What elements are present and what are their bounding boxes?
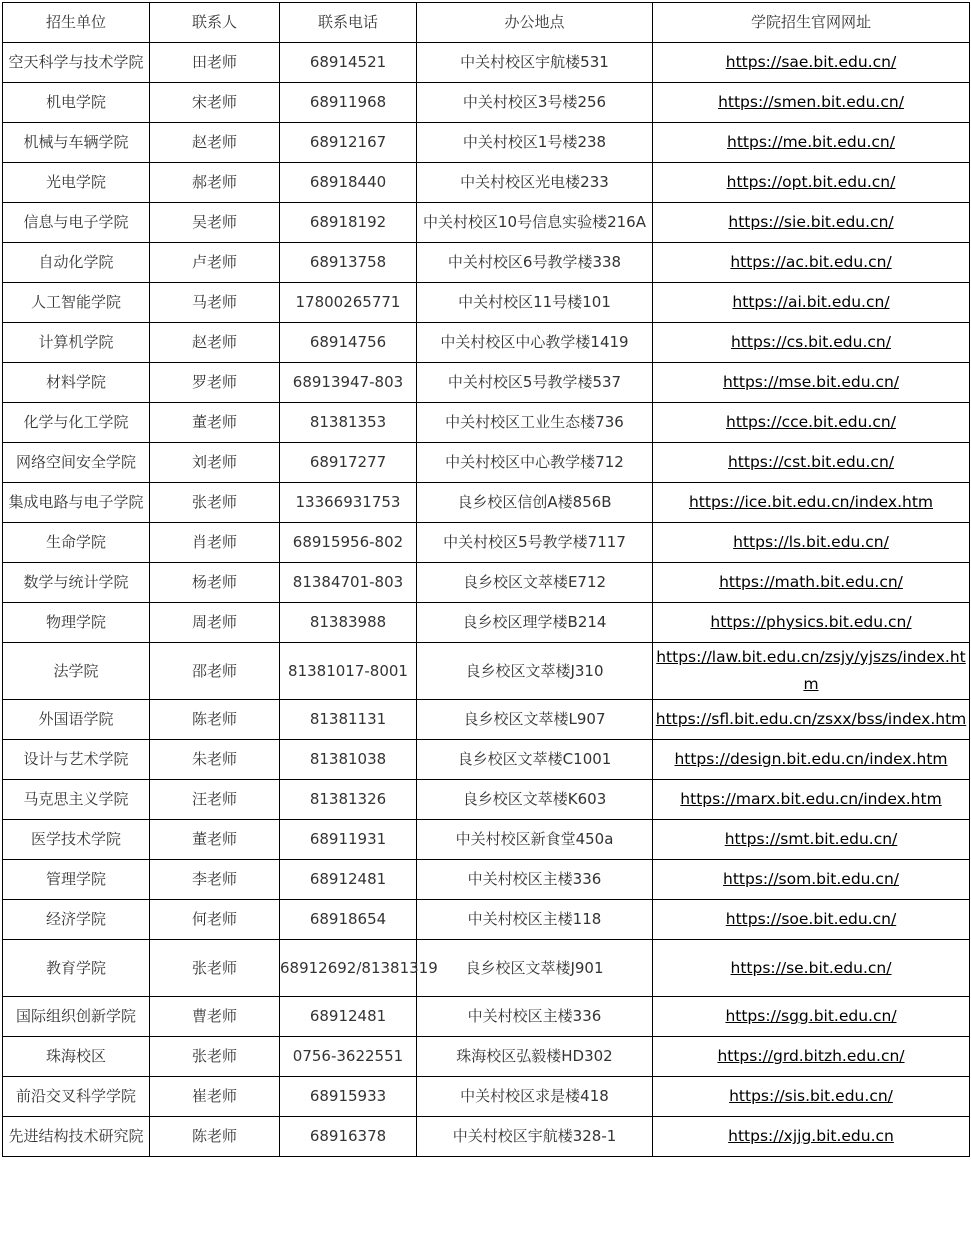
- cell-unit: 医学技术学院: [3, 820, 150, 860]
- header-unit: 招生单位: [3, 3, 150, 43]
- website-link[interactable]: https://sfl.bit.edu.cn/zsxx/bss/index.htm: [655, 710, 967, 728]
- cell-office: 中关村校区5号教学楼537: [417, 363, 653, 403]
- website-link[interactable]: https://cs.bit.edu.cn/: [731, 333, 891, 351]
- cell-website: [653, 1077, 970, 1117]
- cell-unit: 珠海校区: [3, 1037, 150, 1077]
- cell-contact: 张老师: [150, 940, 280, 997]
- cell-unit: 生命学院: [3, 523, 150, 563]
- cell-office: 中关村校区10号信息实验楼216A: [417, 203, 653, 243]
- table-row: [3, 523, 970, 563]
- header-website: 学院招生官网网址: [653, 3, 970, 43]
- cell-website: [653, 900, 970, 940]
- table-row: [3, 243, 970, 283]
- cell-unit: 人工智能学院: [3, 283, 150, 323]
- table-row: [3, 403, 970, 443]
- website-link[interactable]: https://opt.bit.edu.cn/: [726, 173, 896, 191]
- table-row: [3, 1077, 970, 1117]
- table-row: [3, 603, 970, 643]
- website-link[interactable]: https://se.bit.edu.cn/: [730, 958, 892, 977]
- website-link[interactable]: https://marx.bit.edu.cn/index.htm: [680, 790, 942, 808]
- table-row: [3, 283, 970, 323]
- cell-phone: 68912481: [280, 997, 417, 1037]
- cell-phone: 68914756: [280, 323, 417, 363]
- header-phone: 联系电话: [280, 3, 417, 43]
- table-row: [3, 643, 970, 700]
- cell-contact: 曹老师: [150, 997, 280, 1037]
- cell-contact: 罗老师: [150, 363, 280, 403]
- table-row: [3, 860, 970, 900]
- cell-phone: 17800265771: [280, 283, 417, 323]
- header-contact: 联系人: [150, 3, 280, 43]
- website-link[interactable]: https://grd.bitzh.edu.cn/: [717, 1047, 905, 1065]
- cell-office: 良乡校区文萃楼K603: [417, 780, 653, 820]
- cell-office: 中关村校区3号楼256: [417, 83, 653, 123]
- cell-phone: 68918192: [280, 203, 417, 243]
- cell-unit: 网络空间安全学院: [3, 443, 150, 483]
- cell-unit: 设计与艺术学院: [3, 740, 150, 780]
- cell-unit: 外国语学院: [3, 700, 150, 740]
- cell-phone: 81381131: [280, 700, 417, 740]
- cell-unit: 机电学院: [3, 83, 150, 123]
- cell-phone: 68912692/81381319: [280, 940, 417, 997]
- cell-phone: 81383988: [280, 603, 417, 643]
- cell-contact: 卢老师: [150, 243, 280, 283]
- table-row: [3, 940, 970, 997]
- cell-phone: 68911931: [280, 820, 417, 860]
- website-link[interactable]: https://ls.bit.edu.cn/: [733, 533, 889, 551]
- cell-office: 中关村校区5号教学楼7117: [417, 523, 653, 563]
- cell-unit: 计算机学院: [3, 323, 150, 363]
- cell-contact: 张老师: [150, 1037, 280, 1077]
- cell-office: 中关村校区新食堂450a: [417, 820, 653, 860]
- cell-website: [653, 523, 970, 563]
- cell-website: [653, 163, 970, 203]
- table-row: [3, 443, 970, 483]
- cell-office: 良乡校区理学楼B214: [417, 603, 653, 643]
- cell-unit: 自动化学院: [3, 243, 150, 283]
- cell-website: [653, 403, 970, 443]
- cell-office: 良乡校区文萃楼J310: [417, 643, 653, 700]
- website-link[interactable]: https://ai.bit.edu.cn/: [732, 293, 890, 311]
- cell-phone: 68917277: [280, 443, 417, 483]
- cell-unit: 数学与统计学院: [3, 563, 150, 603]
- cell-contact: 朱老师: [150, 740, 280, 780]
- cell-website: [653, 1037, 970, 1077]
- website-link[interactable]: https://cce.bit.edu.cn/: [726, 413, 896, 431]
- cell-unit: 空天科学与技术学院: [3, 43, 150, 83]
- cell-office: 中关村校区11号楼101: [417, 283, 653, 323]
- website-link[interactable]: https://math.bit.edu.cn/: [719, 573, 903, 591]
- table-row: [3, 203, 970, 243]
- table-row: [3, 1037, 970, 1077]
- cell-phone: 68918440: [280, 163, 417, 203]
- cell-phone: 68916378: [280, 1117, 417, 1157]
- cell-office: 良乡校区信创A楼856B: [417, 483, 653, 523]
- website-link[interactable]: https://smen.bit.edu.cn/: [718, 93, 904, 111]
- cell-office: 良乡校区文萃楼J901: [417, 940, 653, 997]
- cell-office: 良乡校区文萃楼E712: [417, 563, 653, 603]
- cell-phone: 68913947-803: [280, 363, 417, 403]
- cell-contact: 宋老师: [150, 83, 280, 123]
- table-row: [3, 997, 970, 1037]
- cell-contact: 邵老师: [150, 643, 280, 700]
- cell-unit: 教育学院: [3, 940, 150, 997]
- cell-website: [653, 780, 970, 820]
- website-link[interactable]: https://sie.bit.edu.cn/: [728, 213, 894, 231]
- website-link[interactable]: https://soe.bit.edu.cn/: [725, 910, 897, 928]
- cell-unit: 经济学院: [3, 900, 150, 940]
- cell-phone: 81381038: [280, 740, 417, 780]
- cell-phone: 68911968: [280, 83, 417, 123]
- cell-website: [653, 603, 970, 643]
- cell-phone: 68912481: [280, 860, 417, 900]
- cell-office: 中关村校区宇航楼531: [417, 43, 653, 83]
- website-link[interactable]: https://xjjg.bit.edu.cn: [728, 1127, 894, 1145]
- cell-office: 良乡校区文萃楼L907: [417, 700, 653, 740]
- cell-contact: 郝老师: [150, 163, 280, 203]
- cell-unit: 国际组织创新学院: [3, 997, 150, 1037]
- cell-office: 良乡校区文萃楼C1001: [417, 740, 653, 780]
- cell-office: 中关村校区主楼336: [417, 860, 653, 900]
- cell-contact: 董老师: [150, 820, 280, 860]
- cell-contact: 赵老师: [150, 323, 280, 363]
- cell-unit: 信息与电子学院: [3, 203, 150, 243]
- cell-phone: 81381353: [280, 403, 417, 443]
- table-row: [3, 740, 970, 780]
- cell-contact: 董老师: [150, 403, 280, 443]
- website-link[interactable]: https://cst.bit.edu.cn/: [727, 453, 894, 471]
- cell-office: 珠海校区弘毅楼HD302: [417, 1037, 653, 1077]
- website-link[interactable]: https://design.bit.edu.cn/index.htm: [674, 750, 948, 768]
- cell-contact: 何老师: [150, 900, 280, 940]
- cell-website: [653, 997, 970, 1037]
- cell-unit: 法学院: [3, 643, 150, 700]
- cell-contact: 崔老师: [150, 1077, 280, 1117]
- cell-phone: 81381017-8001: [280, 643, 417, 700]
- cell-website: [653, 43, 970, 83]
- cell-unit: 机械与车辆学院: [3, 123, 150, 163]
- cell-office: 中关村校区中心教学楼712: [417, 443, 653, 483]
- table-row: [3, 323, 970, 363]
- cell-contact: 陈老师: [150, 700, 280, 740]
- cell-website: [653, 283, 970, 323]
- cell-website: [653, 1117, 970, 1157]
- cell-phone: 68912167: [280, 123, 417, 163]
- table-row: [3, 163, 970, 203]
- cell-unit: 前沿交叉科学学院: [3, 1077, 150, 1117]
- cell-unit: 管理学院: [3, 860, 150, 900]
- cell-website: [653, 700, 970, 740]
- cell-website: [653, 443, 970, 483]
- cell-contact: 赵老师: [150, 123, 280, 163]
- table-row: [3, 363, 970, 403]
- cell-contact: 马老师: [150, 283, 280, 323]
- cell-website: [653, 563, 970, 603]
- cell-office: 中关村校区主楼336: [417, 997, 653, 1037]
- cell-website: [653, 203, 970, 243]
- table-body: [3, 43, 970, 1157]
- cell-unit: 先进结构技术研究院: [3, 1117, 150, 1157]
- cell-unit: 物理学院: [3, 603, 150, 643]
- cell-office: 中关村校区求是楼418: [417, 1077, 653, 1117]
- cell-phone: 68914521: [280, 43, 417, 83]
- table-header-row: [3, 3, 970, 43]
- cell-phone: 68918654: [280, 900, 417, 940]
- cell-contact: 张老师: [150, 483, 280, 523]
- cell-website: [653, 363, 970, 403]
- cell-contact: 吴老师: [150, 203, 280, 243]
- table-row: [3, 700, 970, 740]
- cell-office: 中关村校区工业生态楼736: [417, 403, 653, 443]
- cell-contact: 田老师: [150, 43, 280, 83]
- cell-phone: 68915956-802: [280, 523, 417, 563]
- cell-website: [653, 940, 970, 997]
- table-row: [3, 83, 970, 123]
- cell-phone: 81384701-803: [280, 563, 417, 603]
- cell-contact: 李老师: [150, 860, 280, 900]
- table-row: [3, 1117, 970, 1157]
- cell-office: 中关村校区光电楼233: [417, 163, 653, 203]
- table-row: [3, 43, 970, 83]
- website-link[interactable]: https://law.bit.edu.cn/zsjy/yjszs/index.htm: [656, 648, 966, 693]
- cell-contact: 刘老师: [150, 443, 280, 483]
- table-row: [3, 820, 970, 860]
- cell-website: [653, 483, 970, 523]
- cell-unit: 化学与化工学院: [3, 403, 150, 443]
- website-link[interactable]: https://me.bit.edu.cn/: [727, 133, 895, 151]
- cell-contact: 陈老师: [150, 1117, 280, 1157]
- cell-website: [653, 740, 970, 780]
- cell-contact: 杨老师: [150, 563, 280, 603]
- cell-phone: 68913758: [280, 243, 417, 283]
- cell-office: 中关村校区6号教学楼338: [417, 243, 653, 283]
- website-link[interactable]: https://ac.bit.edu.cn/: [730, 253, 892, 271]
- website-link[interactable]: https://sae.bit.edu.cn/: [725, 53, 897, 71]
- cell-unit: 光电学院: [3, 163, 150, 203]
- cell-office: 中关村校区宇航楼328-1: [417, 1117, 653, 1157]
- cell-phone: 68915933: [280, 1077, 417, 1117]
- cell-website: [653, 83, 970, 123]
- cell-website: [653, 643, 970, 700]
- website-link[interactable]: https://sis.bit.edu.cn/: [729, 1087, 893, 1105]
- cell-contact: 肖老师: [150, 523, 280, 563]
- table-row: [3, 563, 970, 603]
- cell-contact: 汪老师: [150, 780, 280, 820]
- table-row: [3, 780, 970, 820]
- website-link[interactable]: https://ice.bit.edu.cn/index.htm: [688, 493, 934, 511]
- website-link[interactable]: https://physics.bit.edu.cn/: [710, 613, 912, 631]
- cell-unit: 材料学院: [3, 363, 150, 403]
- table-row: [3, 900, 970, 940]
- website-link[interactable]: https://mse.bit.edu.cn/: [722, 373, 900, 391]
- cell-website: [653, 860, 970, 900]
- website-link[interactable]: https://som.bit.edu.cn/: [723, 870, 899, 888]
- cell-office: 中关村校区1号楼238: [417, 123, 653, 163]
- cell-contact: 周老师: [150, 603, 280, 643]
- cell-phone: 0756-3622551: [280, 1037, 417, 1077]
- header-office: 办公地点: [417, 3, 653, 43]
- website-link[interactable]: https://sgg.bit.edu.cn/: [725, 1007, 897, 1025]
- cell-website: [653, 323, 970, 363]
- cell-unit: 马克思主义学院: [3, 780, 150, 820]
- admissions-contact-table: [2, 2, 970, 1157]
- cell-unit: 集成电路与电子学院: [3, 483, 150, 523]
- cell-website: [653, 243, 970, 283]
- cell-office: 中关村校区主楼118: [417, 900, 653, 940]
- cell-website: [653, 820, 970, 860]
- cell-office: 中关村校区中心教学楼1419: [417, 323, 653, 363]
- table-row: [3, 123, 970, 163]
- cell-phone: 13366931753: [280, 483, 417, 523]
- cell-website: [653, 123, 970, 163]
- cell-phone: 81381326: [280, 780, 417, 820]
- website-link[interactable]: https://smt.bit.edu.cn/: [724, 830, 898, 848]
- table-row: [3, 483, 970, 523]
